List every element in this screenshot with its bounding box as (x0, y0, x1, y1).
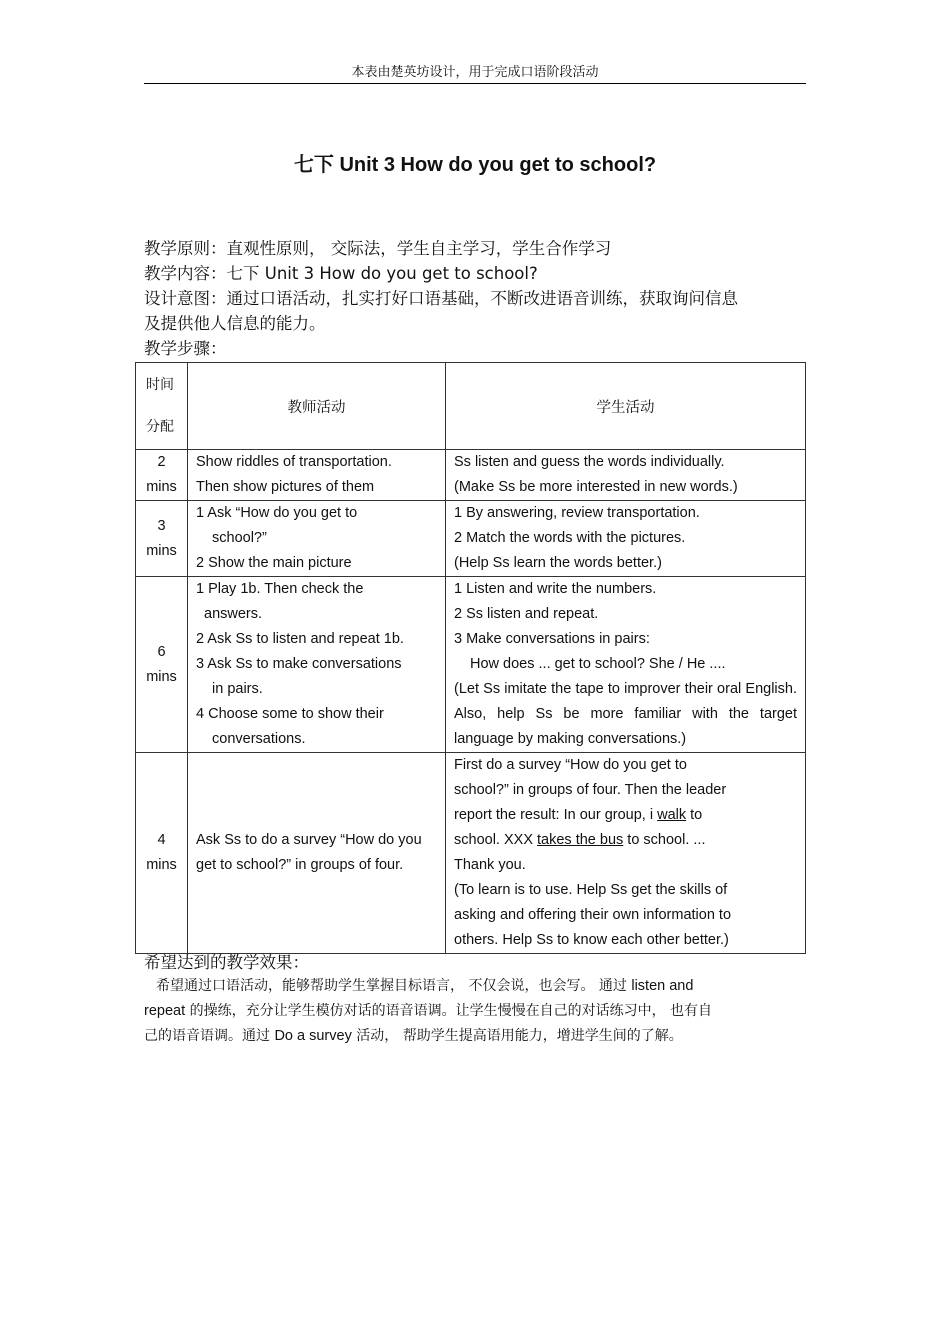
teacher-line: answers. (204, 606, 263, 622)
text-span: listen and (631, 978, 694, 994)
time-unit: mins (146, 542, 177, 559)
student-line (454, 803, 797, 828)
teaching-steps-label: 教学步骤： (144, 339, 227, 358)
text-span: school. XXX (454, 832, 538, 848)
student-line: Thank you. (454, 857, 526, 873)
underlined-word-walk: walk (657, 807, 687, 823)
student-line: Ss listen and guess the words individually. (454, 454, 725, 470)
text-span: repeat (144, 1003, 186, 1019)
effect-line (144, 974, 808, 999)
teaching-content: 教学内容：七下 Unit 3 How do you get to school? (144, 264, 538, 283)
table-row (136, 753, 806, 954)
teacher-line: Show riddles of transportation. (196, 454, 392, 470)
student-line: 1 By answering, review transportation. (454, 505, 700, 521)
student-line: First do a survey “How do you get to (454, 757, 687, 773)
effect-line (144, 999, 808, 1024)
student-line: school?” in groups of four. Then the leader (454, 782, 727, 798)
teacher-line: Then show pictures of them (196, 479, 375, 495)
text-span: report the result: In our group, i (454, 807, 658, 823)
teacher-line: 2 Ask Ss to listen and repeat 1b. (196, 631, 404, 647)
time-value: 2 (157, 454, 166, 470)
teacher-line: get to school?” in groups of four. (196, 857, 404, 873)
table-row (136, 450, 806, 501)
effect-line (144, 1024, 808, 1049)
underlined-phrase-takes-the-bus: takes the bus (537, 832, 624, 848)
time-cell (136, 501, 188, 577)
time-unit: mins (146, 668, 177, 685)
teacher-line: conversations. (212, 731, 306, 747)
teacher-line: school?” (212, 530, 267, 546)
expected-effect-body (144, 974, 808, 1049)
student-activity-cell (446, 753, 806, 954)
time-cell (136, 753, 188, 954)
intro-section (144, 236, 808, 361)
table-row (136, 577, 806, 753)
teacher-activity-cell (188, 753, 446, 954)
time-value: 6 (157, 643, 166, 660)
student-line: 2 Match the words with the pictures. (454, 530, 686, 546)
student-line: 1 Listen and write the numbers. (454, 581, 657, 597)
teacher-line: 2 Show the main picture (196, 555, 352, 571)
header-time-line1: 时间 (146, 377, 174, 393)
table-header-row (136, 363, 806, 450)
teacher-activity-cell (188, 577, 446, 753)
time-cell (136, 450, 188, 501)
student-line: 2 Ss listen and repeat. (454, 606, 599, 622)
text-span: 活动， 帮助学生提高语用能力，增进学生间的了解。 (351, 1028, 683, 1044)
time-unit: mins (146, 479, 177, 495)
header-student-activity: 学生活动 (446, 363, 806, 450)
student-line: (Make Ss be more interested in new words.) (454, 479, 738, 495)
student-line: (To learn is to use. Help Ss get the skills of (454, 882, 728, 898)
document-title: 七下 Unit 3 How do you get to school? (293, 154, 657, 176)
header-time-line2: 分配 (146, 419, 174, 435)
design-intent-line1: 设计意图：通过口语活动，扎实打好口语基础，不断改进语音训练，获取询问信息 (144, 289, 738, 308)
teacher-line: 4 Choose some to show their (196, 706, 384, 722)
expected-effect-title: 希望达到的教学效果： (144, 953, 309, 972)
student-line: How does ... get to school? She / He .... (470, 656, 726, 672)
text-span: 希望通过口语活动，能够帮助学生掌握目标语言， 不仅会说，也会写。 通过 (156, 978, 632, 994)
table-row (136, 501, 806, 577)
time-unit: mins (146, 857, 177, 873)
time-cell (136, 577, 188, 753)
student-line: 3 Make conversations in pairs: (454, 631, 650, 647)
teacher-line: 1 Ask “How do you get to (196, 505, 358, 521)
text-span: to (686, 807, 703, 823)
student-line (454, 828, 797, 853)
steps-table (135, 362, 806, 954)
teaching-principle: 教学原则：直观性原则， 交际法，学生自主学习，学生合作学习 (144, 239, 612, 258)
text-span: 己的语音语调。通过 (144, 1028, 275, 1044)
student-activity-cell (446, 450, 806, 501)
page-header: 本表由楚英坊设计，用于完成口语阶段活动 (144, 63, 806, 84)
student-activity-cell (446, 501, 806, 577)
header-time-cell (136, 363, 188, 450)
teacher-activity-cell (188, 450, 446, 501)
teacher-line: 1 Play 1b. Then check the (196, 581, 364, 597)
text-span: Do a survey (274, 1028, 352, 1044)
design-intent-line2: 及提供他人信息的能力。 (144, 314, 326, 333)
header-teacher-activity: 教师活动 (188, 363, 446, 450)
student-activity-cell (446, 577, 806, 753)
text-span: 的操练，充分让学生模仿对话的语音语调。让学生慢慢在自己的对话练习中， 也有自 (185, 1003, 713, 1019)
time-value: 3 (157, 517, 166, 534)
time-value: 4 (157, 832, 166, 848)
student-note: (Let Ss imitate the tape to improver their oral English. Also, help Ss be more familiar with the target language by making conversations.) (454, 681, 797, 747)
text-span: to school. ... (623, 832, 706, 848)
student-line: asking and offering their own information to (454, 907, 732, 923)
student-line: others. Help Ss to know each other better.) (454, 932, 729, 948)
teacher-line: 3 Ask Ss to make conversations (196, 656, 402, 672)
student-line: (Help Ss learn the words better.) (454, 555, 662, 571)
teacher-line: Ask Ss to do a survey “How do you (196, 832, 422, 848)
teacher-activity-cell (188, 501, 446, 577)
teacher-line: in pairs. (212, 681, 263, 697)
